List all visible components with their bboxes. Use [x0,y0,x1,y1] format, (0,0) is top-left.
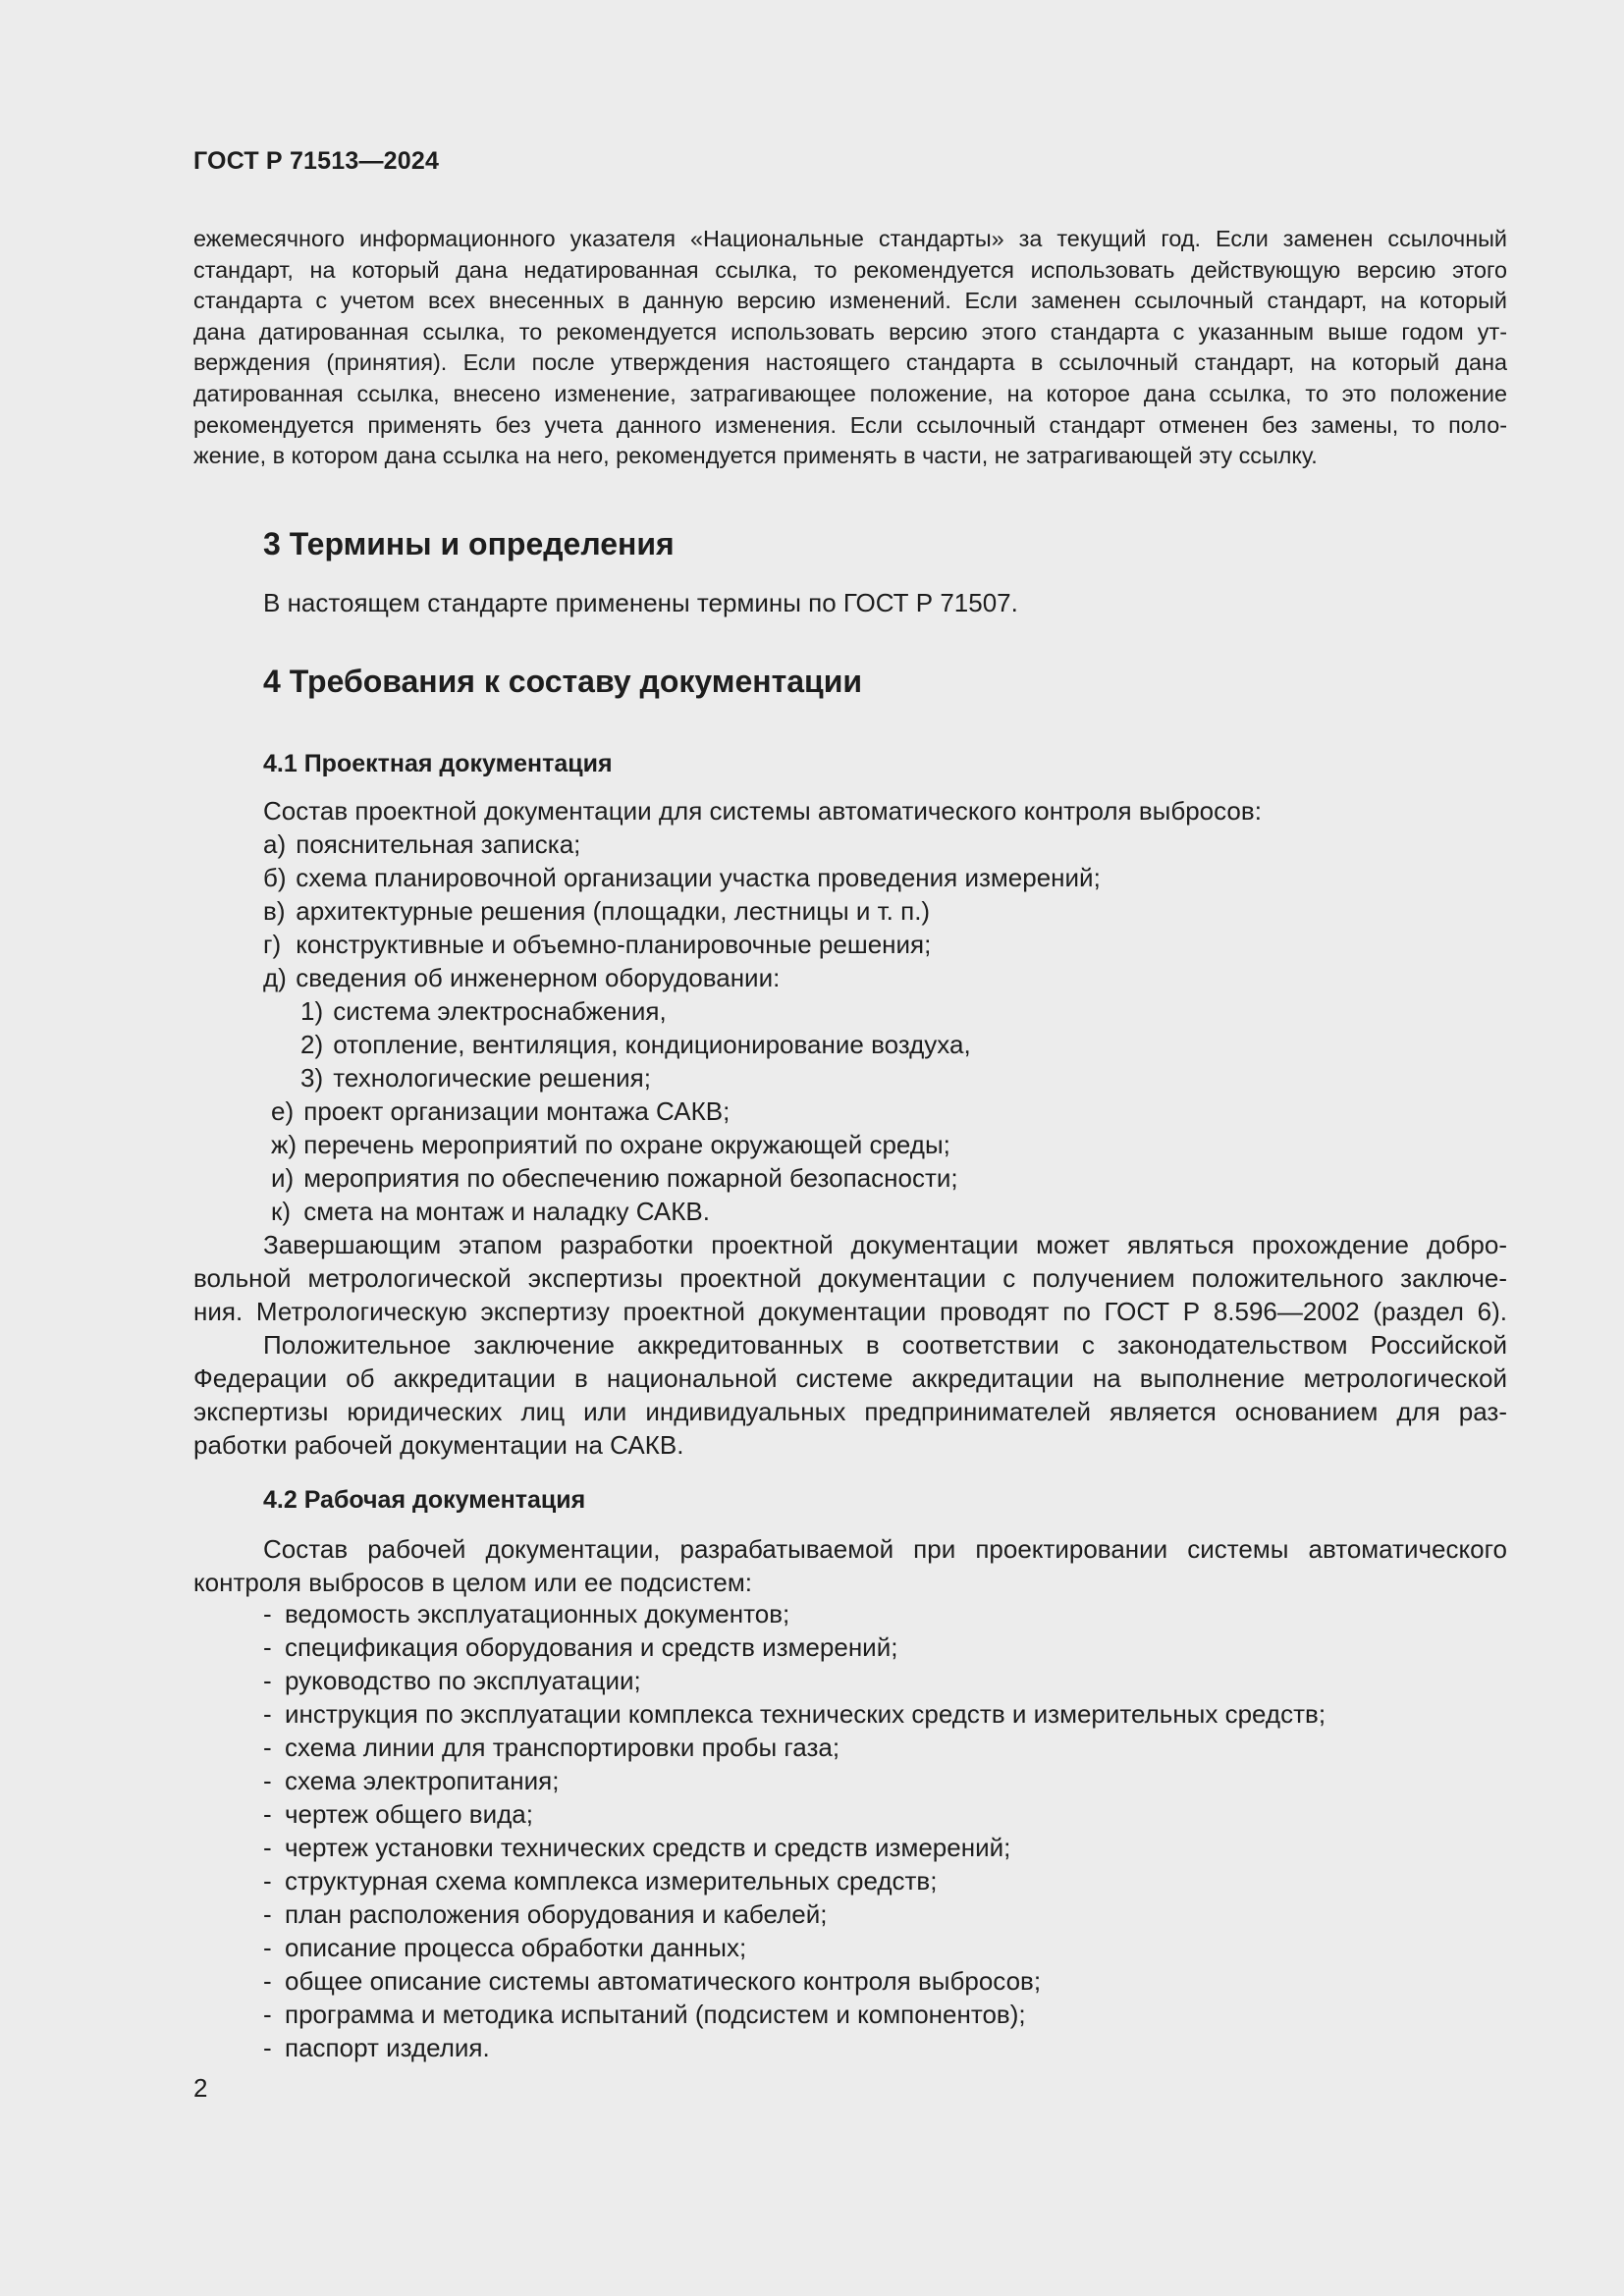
list-item-text: система электроснабжения, [333,996,667,1026]
paragraph-line: экспертизы юридических лиц или индивидуальных предпринимателей является основанием для раз- [193,1397,1507,1426]
section-4-2-heading: 4.2 Рабочая документация [263,1486,586,1514]
dash-marker: - [263,1933,272,1962]
list-marker: д) [263,963,287,992]
list-item [263,1664,1326,1697]
list-item-text: технологические решения; [333,1063,651,1093]
intro-line: ежемесячного информационного указателя «Национальные стандарты» за текущий год. Если заменен ссылочный [193,226,1507,251]
paragraph-line: Положительное заключение аккредитованных в соответствии с законодательством Российской [263,1330,1507,1360]
paragraph-line: Завершающим этапом разработки проектной документации может являться прохождение добро- [263,1230,1507,1259]
list-item-text: руководство по эксплуатации; [285,1666,641,1695]
dash-marker: - [263,2000,272,2029]
sublist-item [300,994,971,1028]
list-item-text: архитектурные решения (площадки, лестницы и т. п.) [296,896,931,926]
list-marker: а) [263,829,287,859]
list-item-text: схема планировочной организации участка проведения измерений; [296,863,1101,892]
paragraph-line: Федерации об аккредитации в национальной системе аккредитации на выполнение метрологической [193,1363,1507,1393]
list-item [263,1931,1326,1964]
dash-marker: - [263,1866,272,1896]
list-item-text: спецификация оборудования и средств измерений; [285,1632,898,1662]
list-item-text: пояснительная записка; [296,829,581,859]
list-marker: ж) [271,1130,298,1159]
list-item-text: план расположения оборудования и кабелей; [285,1899,828,1929]
list-item-text: мероприятия по обеспечению пожарной безопасности; [303,1163,958,1193]
list-marker: 2) [300,1030,324,1059]
list-item-text: сведения об инженерном оборудовании: [296,963,781,992]
intro-line: верждения (принятия). Если после утверждения настоящего стандарта в ссылочный стандарт, на который дана [193,349,1507,376]
paragraph-line: работки рабочей документации на САКВ. [193,1430,684,1460]
list-item-text: описание процесса обработки данных; [285,1933,747,1962]
dash-marker: - [263,1599,272,1629]
list-item-text: чертеж общего вида; [285,1799,533,1829]
working-docs-list [263,1597,1326,2064]
intro-line: стандарта с учетом всех внесенных в данную версию изменений. Если заменен ссылочный стандарт, на который [193,288,1507,314]
list-item-text: инструкция по эксплуатации комплекса технических средств и измерительных средств; [285,1699,1326,1729]
list-item [263,1731,1326,1764]
paragraph-line: Состав рабочей документации, разрабатываемой при проектировании системы автоматического [263,1534,1507,1564]
list-item-text: схема линии для транспортировки пробы газа; [285,1733,840,1762]
engineering-sublist [300,994,971,1095]
list-item [263,1897,1326,1931]
section-4-1-heading: 4.1 Проектная документация [263,750,613,777]
list-item [263,1797,1326,1831]
section-4-heading: 4 Требования к составу документации [263,664,863,699]
project-docs-list [263,828,1101,994]
intro-line: жение, в котором дана ссылка на него, рекомендуется применять в части, не затрагивающей эту ссылку. [193,443,1318,469]
list-marker: г) [263,930,282,959]
list-item [263,961,1101,994]
list-item-text: смета на монтаж и наладку САКВ. [303,1197,710,1226]
dash-marker: - [263,1632,272,1662]
list-item-text: структурная схема комплекса измерительных средств; [285,1866,938,1896]
list-item [263,1764,1326,1797]
intro-line: датированная ссылка, внесено изменение, затрагивающее положение, на которое дана ссылка, то это положение [193,380,1507,406]
list-item-text: схема электропитания; [285,1766,560,1795]
list-marker: к) [271,1197,292,1226]
section-4-1-lead: Состав проектной документации для системы автоматического контроля выбросов: [263,796,1262,826]
section-3-heading: 3 Термины и определения [263,526,675,561]
list-item [263,1831,1326,1864]
dash-marker: - [263,2033,272,2062]
list-item [263,1964,1326,1998]
working-docs-lead [193,1532,1507,1599]
list-item [271,1195,958,1228]
list-item-text: перечень мероприятий по охране окружающей среды; [303,1130,950,1159]
list-item-text: конструктивные и объемно-планировочные решения; [296,930,932,959]
list-item [263,1697,1326,1731]
project-docs-list-continued [271,1095,958,1228]
paragraph-line: вольной метрологической экспертизы проектной документации с получением положительного заключе- [193,1263,1507,1293]
list-item [263,861,1101,894]
list-item [263,1998,1326,2031]
page-number: 2 [193,2073,208,2103]
list-item [263,1597,1326,1630]
list-item-text: программа и методика испытаний (подсистем и компонентов); [285,2000,1026,2029]
list-item [263,1864,1326,1897]
dash-marker: - [263,1766,272,1795]
dash-marker: - [263,1833,272,1862]
dash-marker: - [263,1899,272,1929]
intro-paragraph [193,224,1507,472]
dash-marker: - [263,1699,272,1729]
list-item-text: отопление, вентиляция, кондиционирование воздуха, [333,1030,971,1059]
accreditation-paragraph [193,1328,1507,1462]
intro-line: дана датированная ссылка, то рекомендуется использовать версию этого стандарта с указанным выше годом ут- [193,318,1507,345]
sublist-item [300,1028,971,1061]
dash-marker: - [263,1733,272,1762]
list-marker: и) [271,1163,295,1193]
list-item [263,2031,1326,2064]
list-marker: 3) [300,1063,324,1093]
document-header: ГОСТ Р 71513—2024 [193,147,440,175]
list-item-text: чертеж установки технических средств и средств измерений; [285,1833,1011,1862]
paragraph-line: контроля выбросов в целом или ее подсистем: [193,1568,752,1597]
list-item [263,828,1101,861]
list-item-text: проект организации монтажа САКВ; [303,1096,731,1126]
expertise-paragraph [193,1228,1507,1328]
list-marker: 1) [300,996,324,1026]
paragraph-line: ния. Метрологическую экспертизу проектной документации проводят по ГОСТ Р 8.596—2002 (раздел 6). [193,1297,1507,1326]
list-item [263,894,1101,928]
list-item [271,1161,958,1195]
list-item [263,1630,1326,1664]
list-item [271,1128,958,1161]
intro-line: рекомендуется применять без учета данного изменения. Если ссылочный стандарт отменен без замены, то поло- [193,411,1507,438]
dash-marker: - [263,1799,272,1829]
list-item-text: ведомость эксплуатационных документов; [285,1599,790,1629]
dash-marker: - [263,1966,272,1996]
intro-line: стандарт, на который дана недатированная ссылка, то рекомендуется использовать действующую версию этого [193,256,1507,283]
list-marker: б) [263,863,287,892]
list-item [271,1095,958,1128]
list-item [263,928,1101,961]
section-3-text: В настоящем стандарте применены термины по ГОСТ Р 71507. [263,588,1018,617]
dash-marker: - [263,1666,272,1695]
list-item-text: общее описание системы автоматического контроля выбросов; [285,1966,1042,1996]
list-marker: е) [271,1096,295,1126]
list-item-text: паспорт изделия. [285,2033,490,2062]
list-marker: в) [263,896,286,926]
sublist-item [300,1061,971,1095]
